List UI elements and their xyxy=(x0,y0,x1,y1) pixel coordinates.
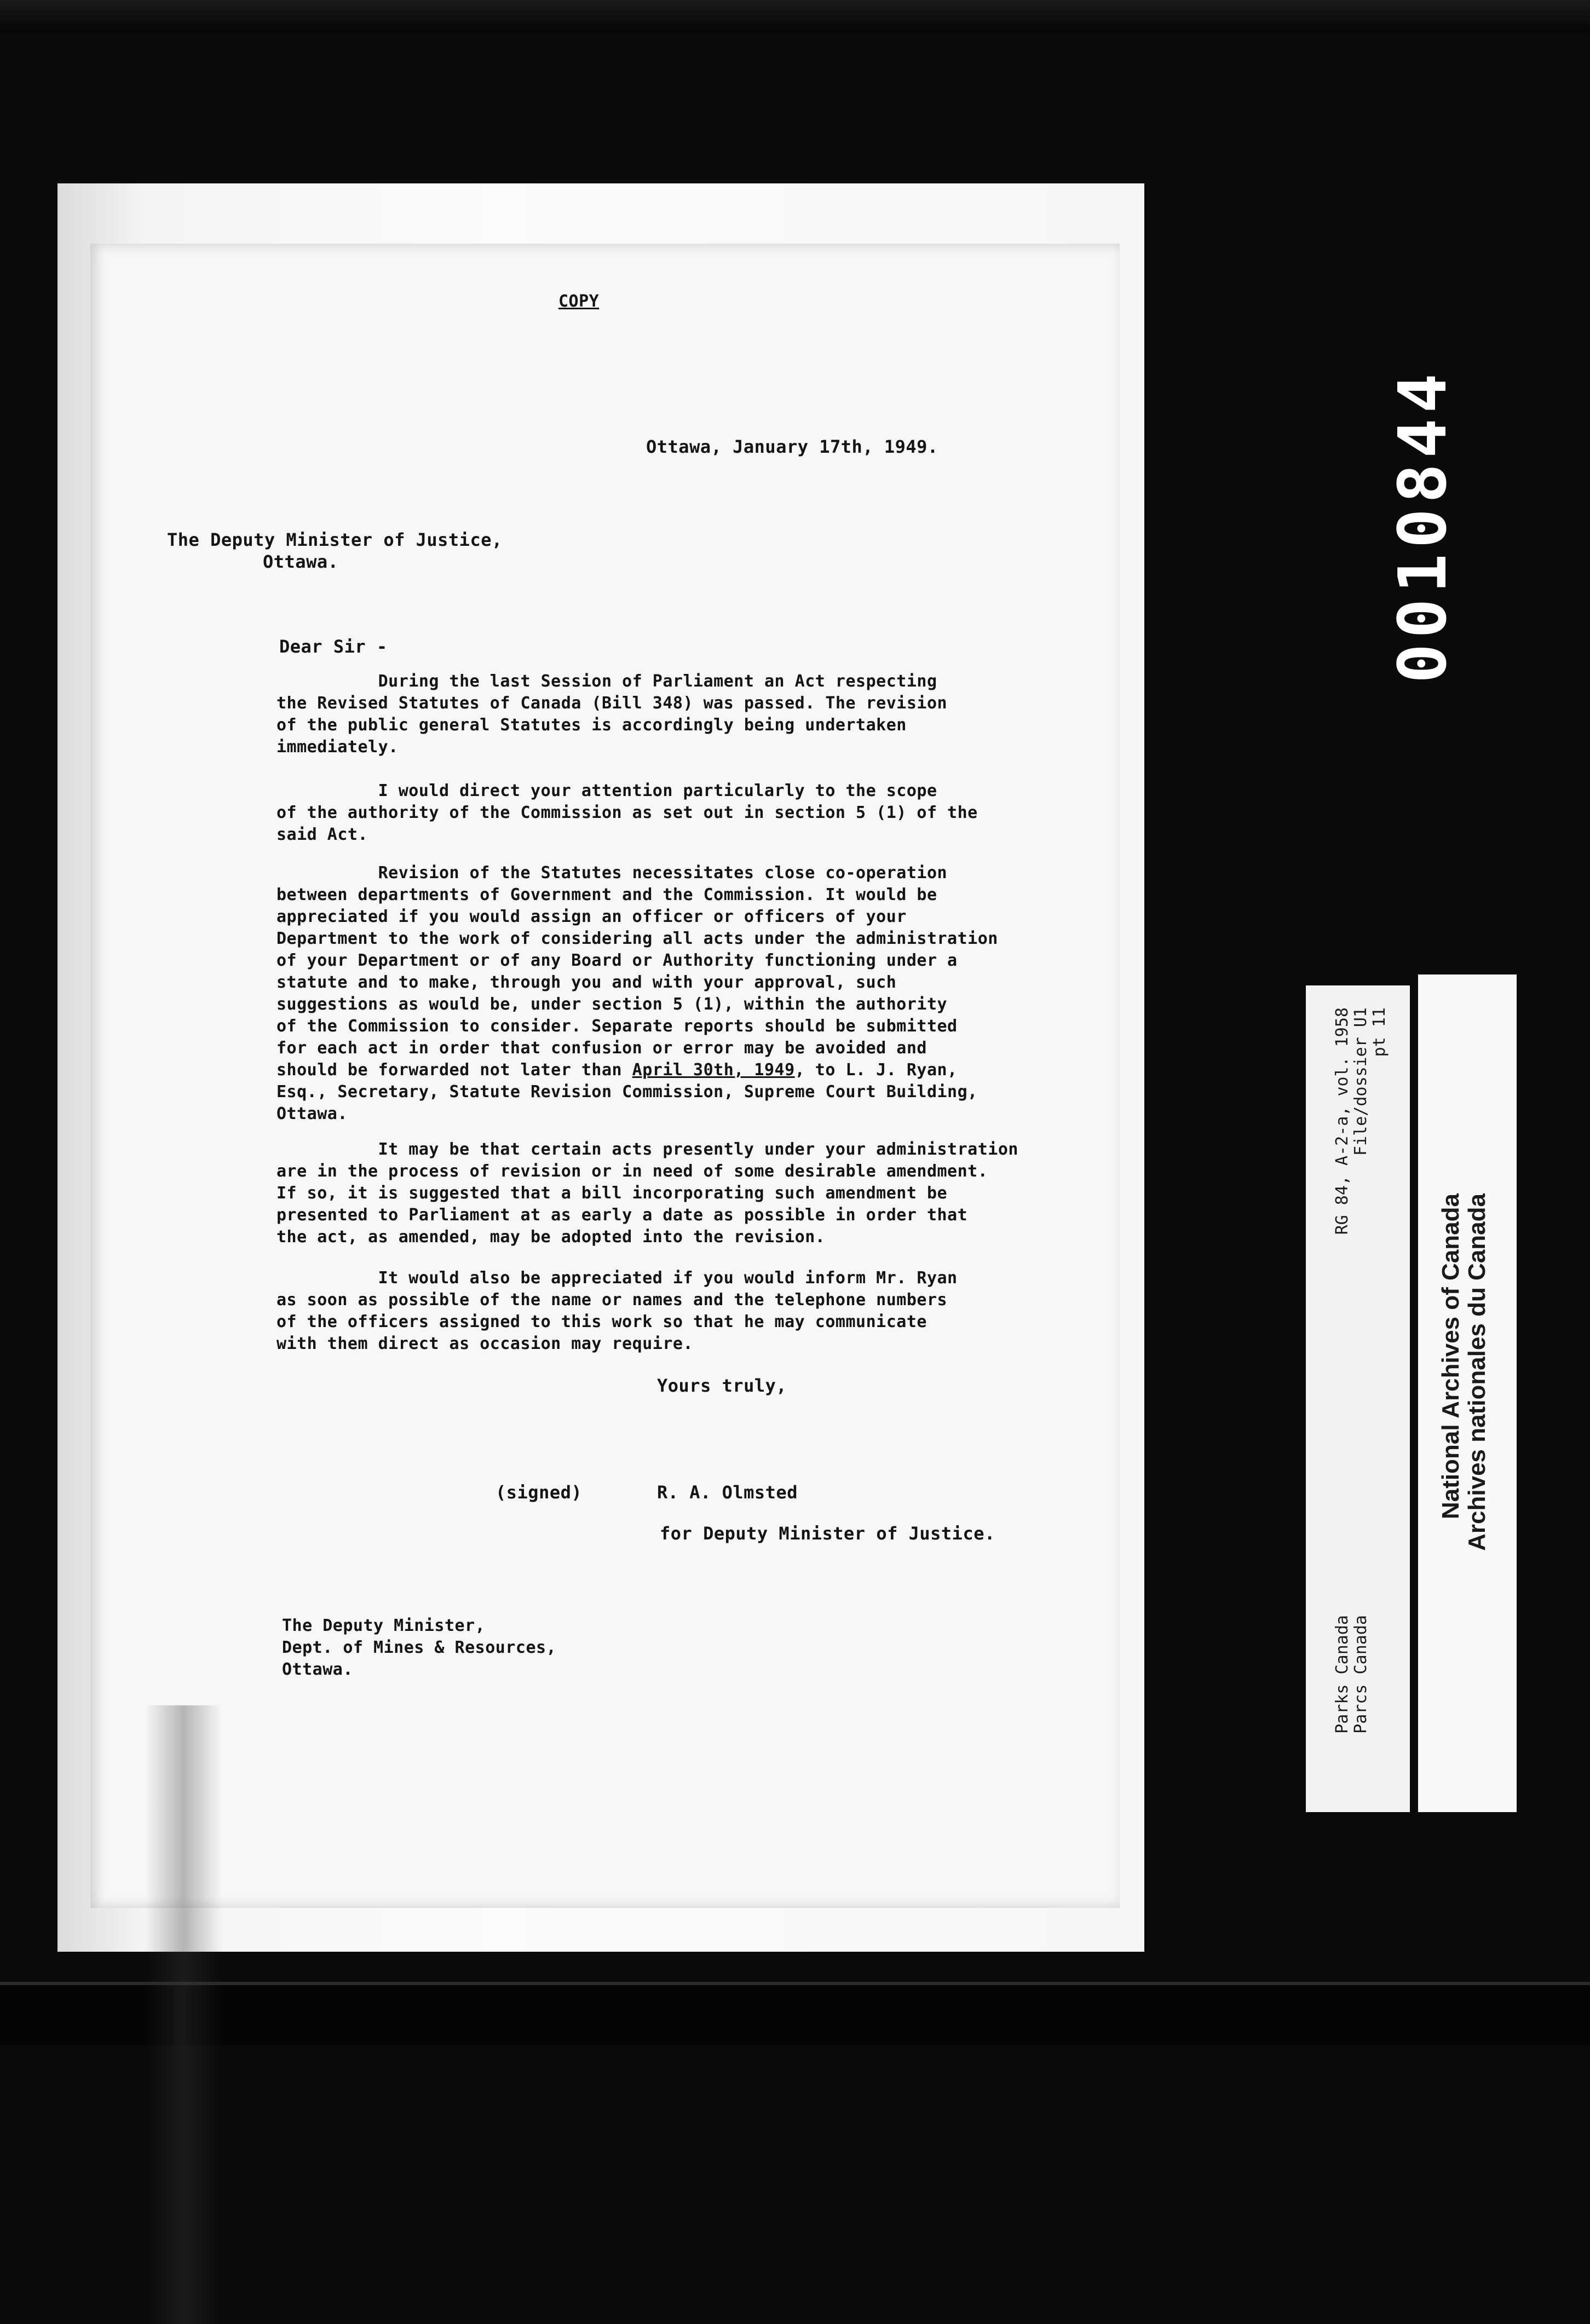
text-line: of your Department or of any Board or Authority functioning under a xyxy=(276,951,958,970)
text-line: immediately. xyxy=(276,737,399,757)
text-line: are in the process of revision or in need of some desirable amendment. xyxy=(276,1162,988,1181)
copy-label: COPY xyxy=(558,292,600,311)
national-archives-label xyxy=(1418,974,1517,1812)
text-line: If so, it is suggested that a bill incorporating such amendment be xyxy=(276,1184,948,1203)
signed-label: (signed) xyxy=(496,1482,583,1503)
film-edge-top xyxy=(0,0,1590,33)
salutation: Dear Sir - xyxy=(279,636,388,657)
text-line: Ottawa. xyxy=(276,1104,348,1123)
text-line: appreciated if you would assign an officer or officers of your xyxy=(276,907,907,926)
paragraph-4 xyxy=(276,1139,1018,1248)
address-line: Dept. of Mines & Resources, xyxy=(282,1638,557,1657)
text-line: of the Commission to consider. Separate reports should be submitted xyxy=(276,1017,958,1036)
text-line: Department to the work of considering all acts under the administration xyxy=(276,929,998,948)
letter-date: Ottawa, January 17th, 1949. xyxy=(646,436,938,457)
text-line: I would direct your attention particularly to the scope xyxy=(276,781,937,800)
text-line: It may be that certain acts presently under your administration xyxy=(276,1140,1018,1159)
address-line: Ottawa. xyxy=(282,1660,353,1679)
archive-reference-label xyxy=(1306,985,1410,1812)
text-segment: should be forwarded not later than xyxy=(276,1060,632,1080)
text-line: of the officers assigned to this work so that he may communicate xyxy=(276,1312,927,1331)
deadline-date: April 30th, 1949 xyxy=(632,1060,795,1080)
text-line: of the public general Statutes is accordingly being undertaken xyxy=(276,716,907,735)
closing: Yours truly, xyxy=(657,1375,787,1396)
agency-name-en: Parks Canada xyxy=(1333,1615,1352,1734)
agency-name-fr: Parcs Canada xyxy=(1351,1615,1370,1734)
text-line: between departments of Government and the Commission. It would be xyxy=(276,885,937,904)
text-line: the Revised Statutes of Canada (Bill 348) was passed. The revision xyxy=(276,694,948,713)
text-line: During the last Session of Parliament an Act respecting xyxy=(276,672,937,691)
page-fold-shadow xyxy=(145,1705,222,2324)
text-line: for each act in order that confusion or error may be avoided and xyxy=(276,1039,927,1058)
text-line: suggestions as would be, under section 5 (1), within the authority xyxy=(276,995,948,1014)
film-frame-number: 0010844 xyxy=(1385,368,1461,683)
text-line: as soon as possible of the name or names and the telephone numbers xyxy=(276,1290,948,1310)
archives-name-en: National Archives of Canada xyxy=(1437,1193,1464,1519)
recipient-line: Ottawa. xyxy=(263,551,339,572)
paragraph-2 xyxy=(276,780,978,846)
text-line: Esq., Secretary, Statute Revision Commission, Supreme Court Building, xyxy=(276,1082,978,1102)
signer-title: for Deputy Minister of Justice. xyxy=(660,1523,995,1544)
archives-name-fr: Archives nationales du Canada xyxy=(1464,1193,1490,1551)
film-edge-bottom xyxy=(0,1982,1590,2045)
reference-line: pt 11 xyxy=(1370,1007,1389,1057)
text-line: It would also be appreciated if you would inform Mr. Ryan xyxy=(276,1268,958,1288)
text-line: said Act. xyxy=(276,825,368,844)
paragraph-1 xyxy=(276,671,947,758)
text-line: the act, as amended, may be adopted into the revision. xyxy=(276,1227,826,1247)
text-line: statute and to make, through you and with your approval, such xyxy=(276,973,897,992)
text-line: with them direct as occasion may require. xyxy=(276,1334,694,1353)
text-segment: , to L. J. Ryan, xyxy=(794,1060,958,1080)
paragraph-3 xyxy=(276,862,998,1125)
text-line: presented to Parliament at as early a date as possible in order that xyxy=(276,1206,968,1225)
recipient-line: The Deputy Minister of Justice, xyxy=(167,529,503,550)
address-line: The Deputy Minister, xyxy=(282,1616,486,1635)
text-line: Revision of the Statutes necessitates close co-operation xyxy=(276,863,948,883)
signer-name: R. A. Olmsted xyxy=(657,1482,798,1503)
reference-line: RG 84, A-2-a, vol. 1958 xyxy=(1333,1007,1352,1235)
text-line xyxy=(276,1059,998,1081)
reference-line: File/dossier U1 xyxy=(1351,1007,1370,1156)
text-line: of the authority of the Commission as set out in section 5 (1) of the xyxy=(276,803,978,822)
paragraph-5 xyxy=(276,1267,958,1355)
